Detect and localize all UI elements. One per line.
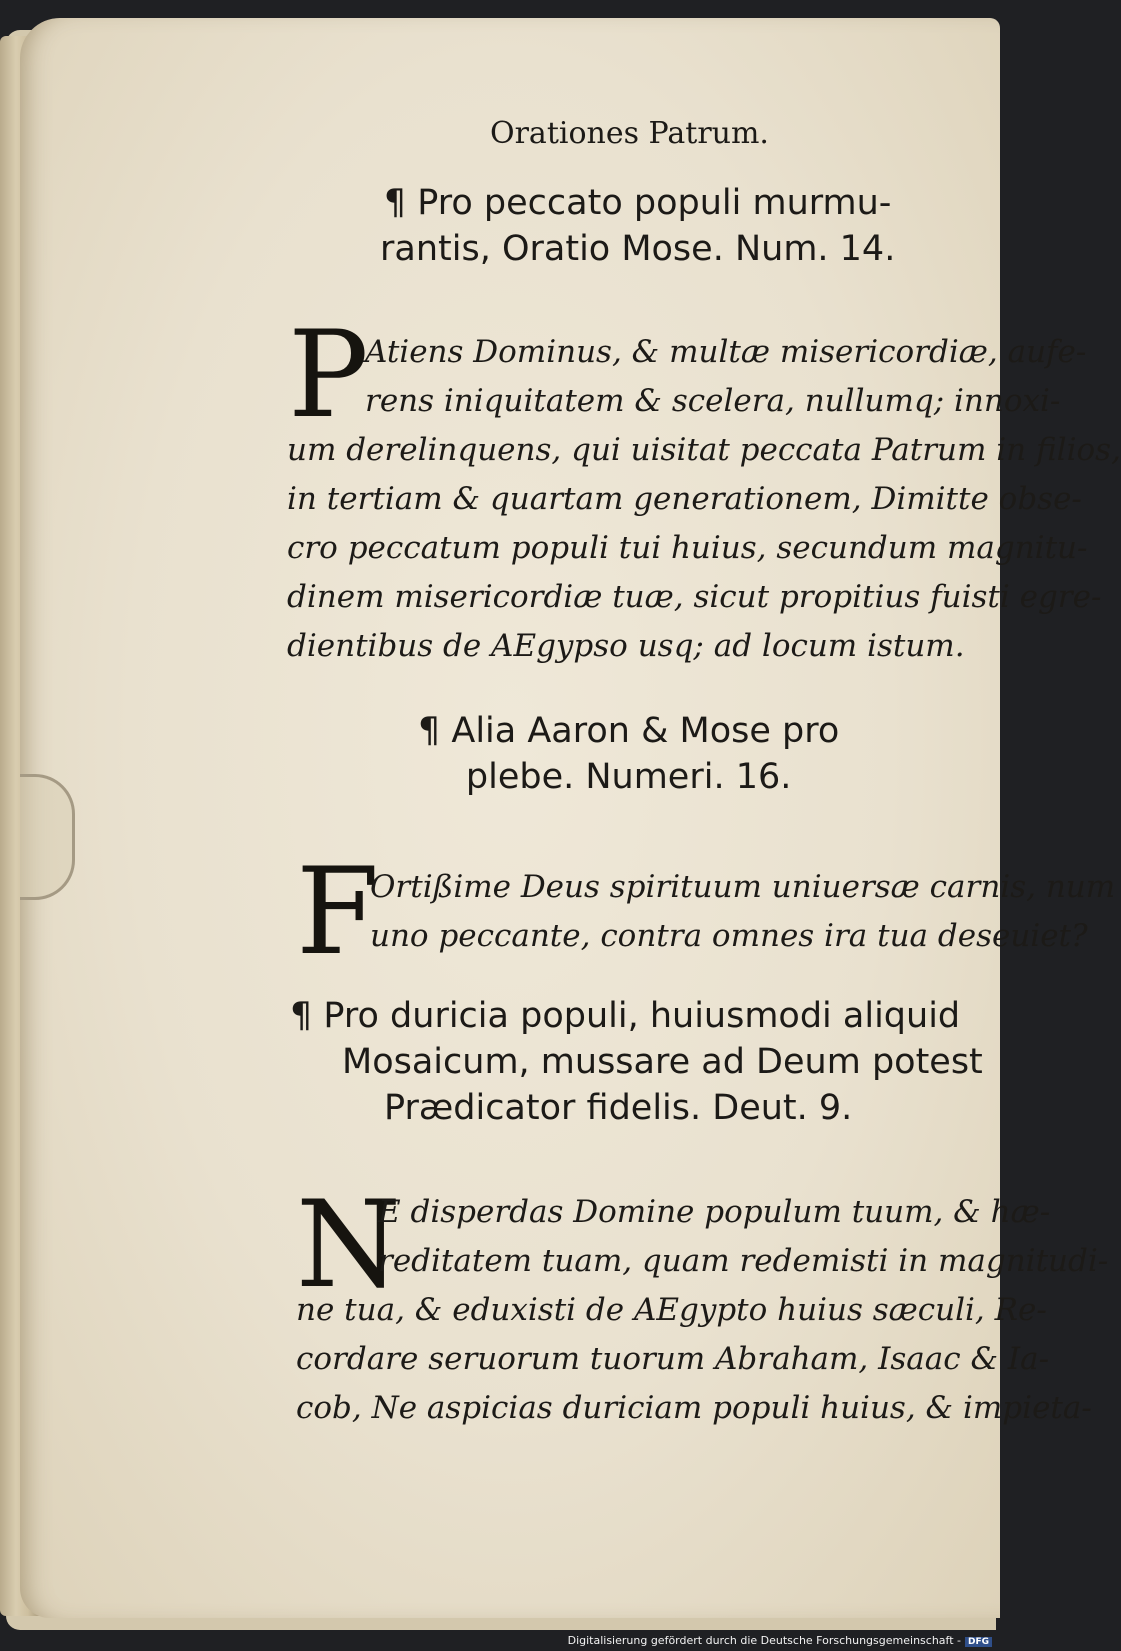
prayer-paragraph-1 — [287, 328, 1121, 671]
section-heading-2 — [418, 708, 839, 800]
text-line: E disperdas Domine populum tuum, & hæ- — [378, 1194, 1051, 1230]
drop-capital: N — [296, 1176, 401, 1315]
text-line: um derelinquens, qui uisitat peccata Patrum in filios, — [287, 432, 1121, 468]
text-line: Atiens Dominus, & multæ misericordiæ, aufe- — [365, 334, 1087, 370]
text-line: dientibus de AEgypso usq; ad locum istum. — [287, 628, 965, 664]
text-line: cordare seruorum tuorum Abraham, Isaac & Ia- — [296, 1341, 1050, 1377]
section-heading-3 — [290, 993, 983, 1131]
heading-line: ¶ Pro peccato populi murmu- — [383, 183, 892, 223]
text-line: cro peccatum populi tui huius, secundum magnitu- — [287, 530, 1088, 566]
text-line: reditatem tuam, quam redemisti in magnitudi- — [378, 1243, 1109, 1279]
drop-capital: P — [288, 306, 369, 445]
text-line: uno peccante, contra omnes ira tua deseuiet? — [370, 918, 1088, 954]
prayer-paragraph-3 — [296, 1188, 1109, 1433]
prayer-paragraph-2 — [370, 863, 1115, 961]
section-heading-1 — [380, 180, 895, 272]
running-head: Orationes Patrum. — [490, 116, 769, 151]
text-line: in tertiam & quartam generationem, Dimitte obse- — [287, 481, 1082, 517]
dfg-logo: DFG — [965, 1637, 992, 1647]
text-line: ne tua, & eduxisti de AEgypto huius sæculi, Re- — [296, 1292, 1047, 1328]
heading-line: ¶ Alia Aaron & Mose pro — [418, 711, 840, 751]
text-line: dinem misericordiæ tuæ, sicut propitius fuisti egre- — [287, 579, 1102, 615]
text-line: cob, Ne aspicias duriciam populi huius, & impieta- — [296, 1390, 1092, 1426]
heading-line: rantis, Oratio Mose. Num. 14. — [380, 229, 896, 269]
credit-text: Digitalisierung gefördert durch die Deutsche Forschungsgemeinschaft - — [567, 1634, 961, 1647]
drop-capital: F — [296, 843, 380, 982]
heading-line: Prædicator fidelis. Deut. 9. — [384, 1088, 853, 1128]
digitization-credit — [568, 1634, 992, 1647]
heading-line: ¶ Pro duricia populi, huiusmodi aliquid — [290, 996, 961, 1036]
text-line: Ortißime Deus spirituum uniuersæ carnis, num — [370, 869, 1116, 905]
text-line: rens iniquitatem & scelera, nullumq; innoxi- — [365, 383, 1061, 419]
heading-line: Mosaicum, mussare ad Deum potest — [342, 1042, 983, 1082]
book-page — [20, 18, 1121, 1618]
heading-line: plebe. Numeri. 16. — [465, 757, 792, 797]
page-clip — [20, 774, 75, 900]
